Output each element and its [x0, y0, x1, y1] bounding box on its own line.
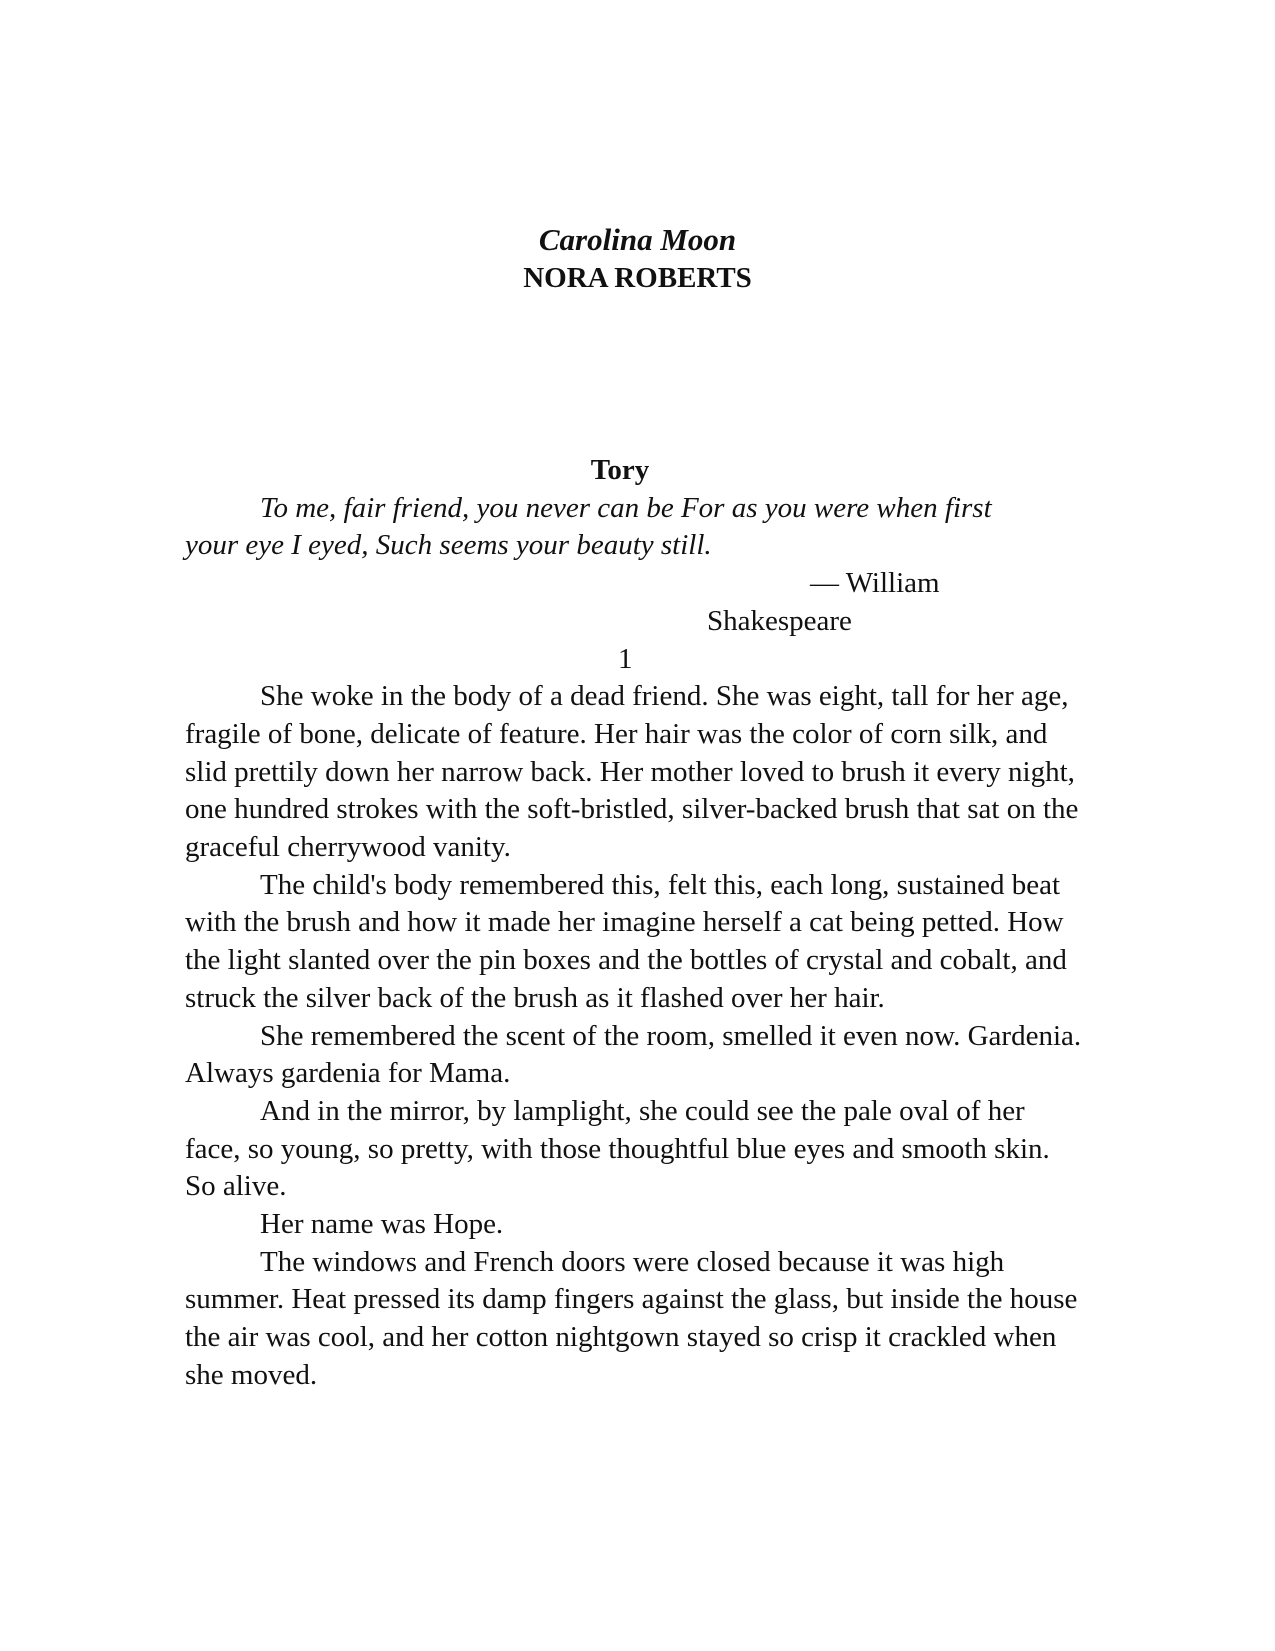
paragraph-6: The windows and French doors were closed because it was high summer. Heat pressed its damp fingers against the glass, but inside the house the air was cool, and her cotton nightgown stayed so crisp it crackled when she moved.	[185, 1245, 1078, 1391]
paragraph-5: Her name was Hope.	[260, 1208, 504, 1241]
book-title: Carolina Moon	[538, 222, 737, 257]
epigraph-attribution	[185, 565, 1085, 640]
chapter-number: 1	[618, 642, 633, 675]
paragraph-4: And in the mirror, by lamplight, she could see the pale oval of her face, so young, so pretty, with those thoughtful blue eyes and smooth skin. So alive.	[185, 1094, 1050, 1203]
page-content	[185, 452, 1085, 1395]
epigraph-text: To me, fair friend, you never can be For as you were when first your eye I eyed, Such seems your beauty still.	[185, 491, 992, 562]
book-author: NORA ROBERTS	[523, 262, 752, 294]
part-title: Tory	[590, 454, 650, 486]
paragraph-1: She woke in the body of a dead friend. She was eight, tall for her age, fragile of bone, delicate of feature. Her hair was the color of corn silk, and slid prettily down her narrow back. Her mother loved to brush it every night, one hundred strokes with the soft-bristled, silver-backed brush that sat on the graceful cherrywood vanity.	[185, 680, 1079, 864]
title-block	[0, 220, 1275, 298]
attribution-line-2: Shakespeare	[707, 604, 852, 637]
paragraph-3: She remembered the scent of the room, smelled it even now. Gardenia. Always gardenia for Mama.	[185, 1019, 1082, 1090]
attribution-line-1: — William	[810, 567, 940, 600]
paragraph-2: The child's body remembered this, felt this, each long, sustained beat with the brush and how it made her imagine herself a cat being petted. How the light slanted over the pin boxes and the bottles of crystal and cobalt, and struck the silver back of the brush as it flashed over her hair.	[185, 868, 1067, 1014]
